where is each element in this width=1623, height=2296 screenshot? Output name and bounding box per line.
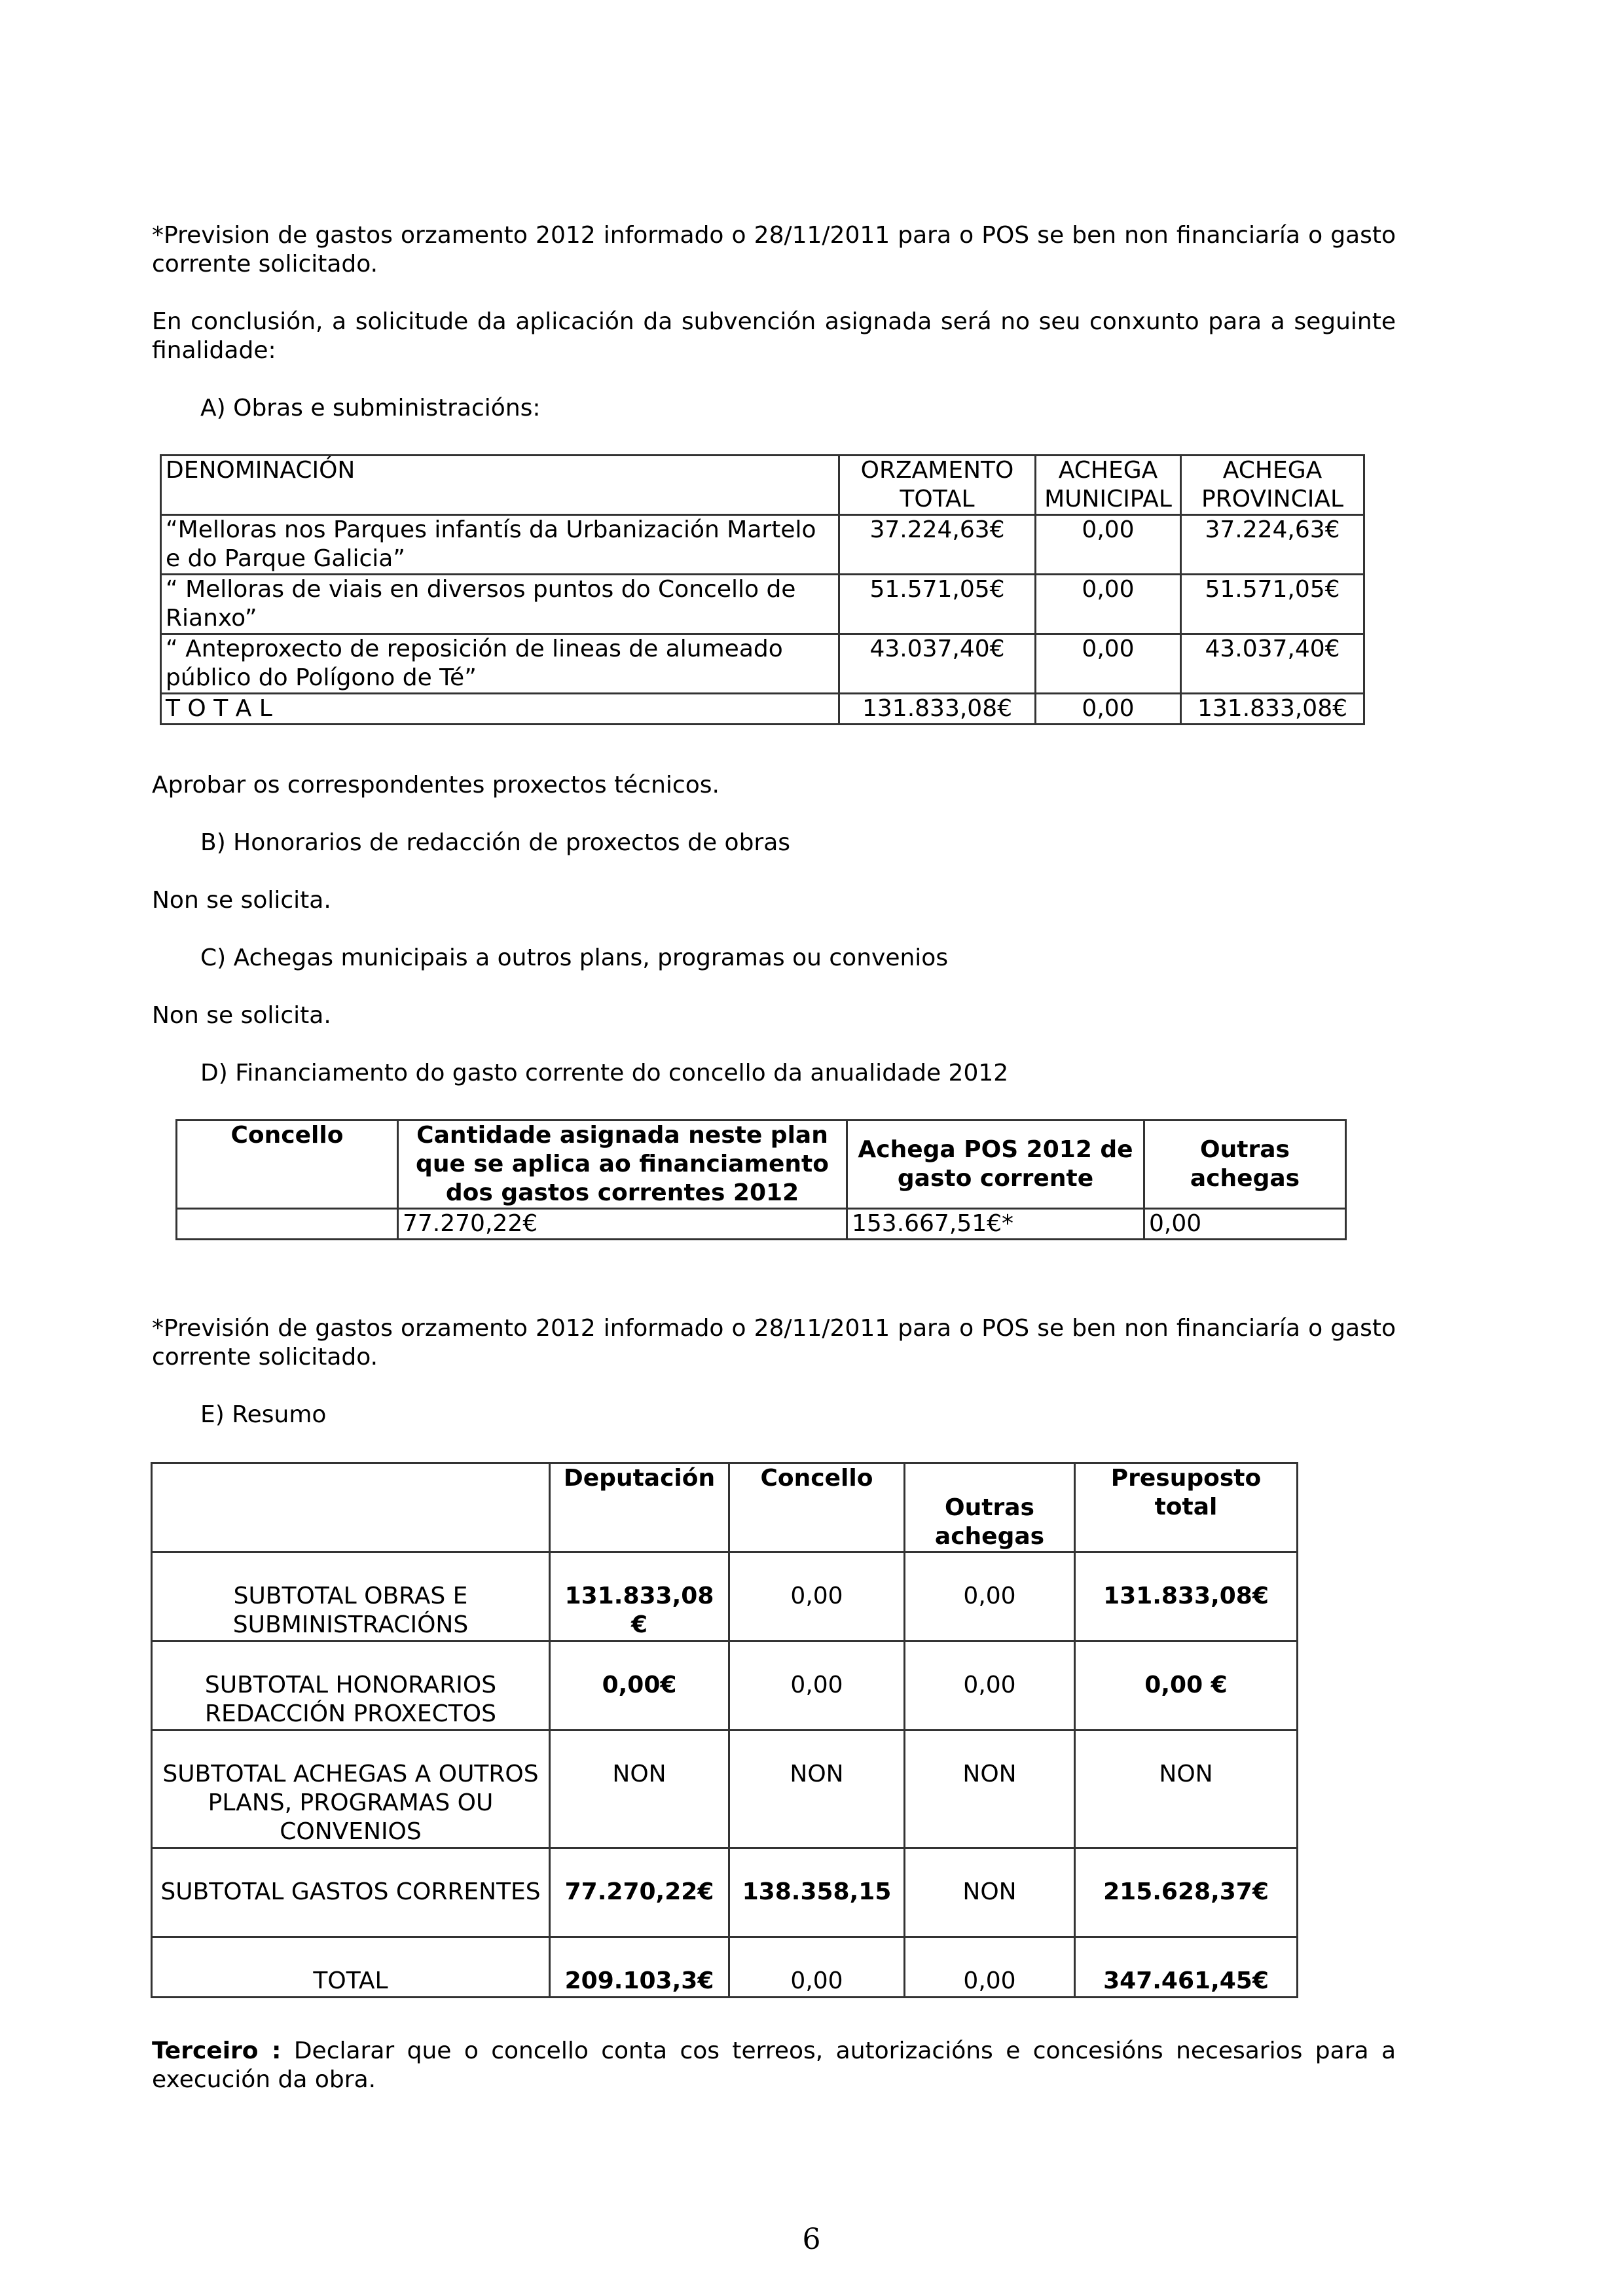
- row-provincial: 51.571,05€: [1181, 575, 1364, 634]
- row-orzamento: 37.224,63€: [839, 515, 1036, 575]
- summary-table: [151, 1462, 1298, 1998]
- row-outras: 0,00: [905, 1641, 1075, 1731]
- row-deputacion: 0,00€: [550, 1641, 729, 1731]
- row-total: 0,00 €: [1075, 1641, 1298, 1731]
- row-orzamento: 43.037,40€: [839, 634, 1036, 694]
- works-table: [160, 454, 1365, 725]
- terceiro-paragraph: [152, 2037, 1396, 2094]
- header-orzamento-total: ORZAMENTO TOTAL: [839, 456, 1036, 515]
- row-municipal: 0,00: [1036, 634, 1181, 694]
- conclusion-paragraph: En conclusión, a solicitude da aplicación da subvención asignada será no seu conxunto para a seguinte finalidade:: [152, 308, 1396, 364]
- section-e-heading: E) Resumo: [200, 1401, 327, 1428]
- header-concello: Concello: [729, 1463, 905, 1552]
- table-total-row: [161, 694, 1364, 725]
- section-b-answer: Non se solicita.: [152, 887, 331, 914]
- table-row: [177, 1209, 1346, 1240]
- row-label: SUBTOTAL HONORARIOS REDACCIÓN PROXECTOS: [152, 1641, 550, 1731]
- section-c-answer: Non se solicita.: [152, 1002, 331, 1029]
- table-total-row: [152, 1937, 1298, 1998]
- row-denominacion: “Melloras nos Parques infantís da Urbanización Martelo e do Parque Galicia”: [161, 515, 839, 575]
- row-outras: 0,00: [1144, 1209, 1346, 1240]
- row-provincial: 43.037,40€: [1181, 634, 1364, 694]
- row-total: NON: [1075, 1731, 1298, 1848]
- table-row: [152, 1731, 1298, 1848]
- row-concello: NON: [729, 1731, 905, 1848]
- total-label: TOTAL: [152, 1937, 550, 1998]
- row-deputacion: 131.833,08 €: [550, 1552, 729, 1641]
- row-total: 131.833,08€: [1075, 1552, 1298, 1641]
- row-label: SUBTOTAL GASTOS CORRENTES: [152, 1848, 550, 1937]
- row-orzamento: 51.571,05€: [839, 575, 1036, 634]
- row-label: SUBTOTAL ACHEGAS A OUTROS PLANS, PROGRAMAS OU CONVENIOS: [152, 1731, 550, 1848]
- row-concello: 138.358,15: [729, 1848, 905, 1937]
- row-cantidade: 77.270,22€: [398, 1209, 847, 1240]
- row-total: 215.628,37€: [1075, 1848, 1298, 1937]
- total-outras: 0,00: [905, 1937, 1075, 1998]
- section-a-heading: A) Obras e subministracións:: [200, 395, 541, 422]
- table-row: [161, 634, 1364, 694]
- header-denominacion: DENOMINACIÓN: [161, 456, 839, 515]
- total-deputacion: 209.103,3€: [550, 1937, 729, 1998]
- total-presuposto: 347.461,45€: [1075, 1937, 1298, 1998]
- table-header-row: [177, 1121, 1346, 1209]
- terceiro-text: Declarar que o concello conta cos terreos, autorizacións e concesións necesarios para a execución da obra.: [152, 2037, 1396, 2093]
- table-row: [152, 1848, 1298, 1937]
- page-number: 6: [802, 2223, 821, 2256]
- header-outras-achegas: Outras achegas: [905, 1463, 1075, 1552]
- row-outras: 0,00: [905, 1552, 1075, 1641]
- total-concello: 0,00: [729, 1937, 905, 1998]
- header-achega-pos: Achega POS 2012 de gasto corrente: [847, 1121, 1144, 1209]
- row-label: SUBTOTAL OBRAS E SUBMINISTRACIÓNS: [152, 1552, 550, 1641]
- total-provincial: 131.833,08€: [1181, 694, 1364, 725]
- row-concello: [177, 1209, 398, 1240]
- current-expenses-table: [175, 1119, 1347, 1240]
- section-b-heading: B) Honorarios de redacción de proxectos de obras: [200, 829, 791, 856]
- row-achega-pos: 153.667,51€*: [847, 1209, 1144, 1240]
- total-orzamento: 131.833,08€: [839, 694, 1036, 725]
- header-outras-achegas: Outras achegas: [1144, 1121, 1346, 1209]
- header-empty: [152, 1463, 550, 1552]
- row-denominacion: “ Anteproxecto de reposición de lineas de alumeado público do Polígono de Té”: [161, 634, 839, 694]
- row-provincial: 37.224,63€: [1181, 515, 1364, 575]
- row-municipal: 0,00: [1036, 515, 1181, 575]
- row-deputacion: NON: [550, 1731, 729, 1848]
- approve-paragraph: Aprobar os correspondentes proxectos técnicos.: [152, 772, 720, 798]
- table-row: [152, 1552, 1298, 1641]
- table-row: [152, 1641, 1298, 1731]
- terceiro-label: Terceiro :: [152, 2037, 282, 2064]
- row-outras: NON: [905, 1731, 1075, 1848]
- row-outras: NON: [905, 1848, 1075, 1937]
- total-municipal: 0,00: [1036, 694, 1181, 725]
- row-municipal: 0,00: [1036, 575, 1181, 634]
- header-concello: Concello: [177, 1121, 398, 1209]
- table-row: [161, 575, 1364, 634]
- section-c-heading: C) Achegas municipais a outros plans, programas ou convenios: [200, 944, 949, 971]
- note-paragraph-1: *Prevision de gastos orzamento 2012 informado o 28/11/2011 para o POS se ben non financiaría o gasto corrente solicitado.: [152, 222, 1396, 278]
- header-achega-provincial: ACHEGA PROVINCIAL: [1181, 456, 1364, 515]
- row-concello: 0,00: [729, 1641, 905, 1731]
- total-label: T O T A L: [161, 694, 839, 725]
- table-header-row: [161, 456, 1364, 515]
- header-cantidade-asignada: Cantidade asignada neste plan que se aplica ao financiamento dos gastos correntes 2012: [398, 1121, 847, 1209]
- header-achega-municipal: ACHEGA MUNICIPAL: [1036, 456, 1181, 515]
- note-paragraph-2: *Previsión de gastos orzamento 2012 informado o 28/11/2011 para o POS se ben non financiaría o gasto corrente solicitado.: [152, 1315, 1396, 1371]
- row-deputacion: 77.270,22€: [550, 1848, 729, 1937]
- table-header-row: [152, 1463, 1298, 1552]
- row-concello: 0,00: [729, 1552, 905, 1641]
- section-d-heading: D) Financiamento do gasto corrente do concello da anualidade 2012: [200, 1060, 1009, 1086]
- row-denominacion: “ Melloras de viais en diversos puntos do Concello de Rianxo”: [161, 575, 839, 634]
- header-deputacion: Deputación: [550, 1463, 729, 1552]
- table-row: [161, 515, 1364, 575]
- header-presuposto-total: Presuposto total: [1075, 1463, 1298, 1552]
